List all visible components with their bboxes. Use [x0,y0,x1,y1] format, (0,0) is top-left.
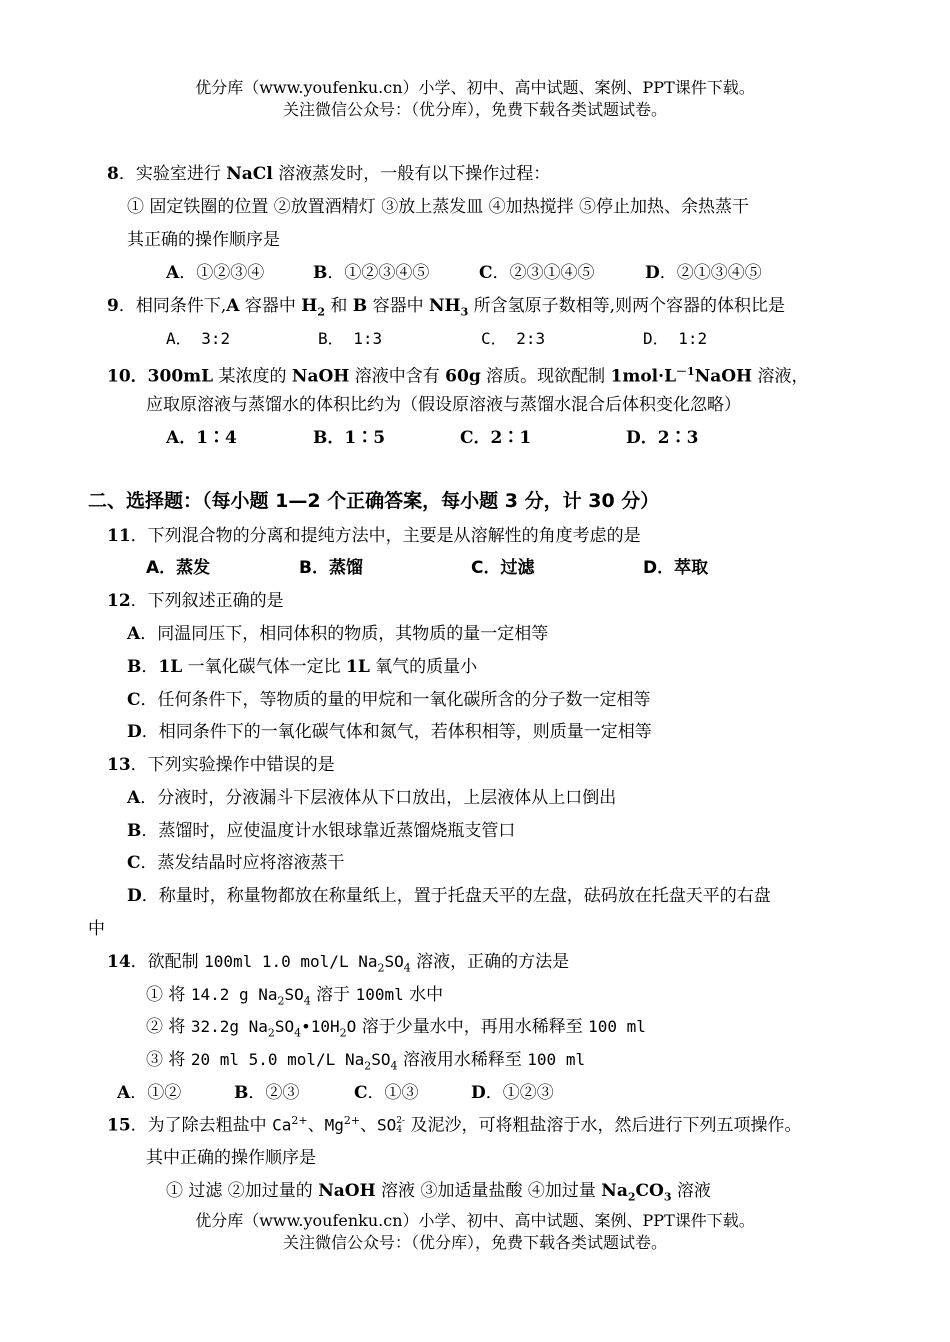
q9-option-b: B． 1:3 [318,329,383,348]
footer-line-2: 关注微信公众号：（优分库），免费下载各类试题试卷。 [282,1233,667,1252]
question-14-stem: 14．欲配制 100ml 1.0 mol/L $Na_2SO_4$ 溶液，正确的方法是 [107,952,570,975]
q14-method-3: ③ 将 20 ml 5.0 mol/L $Na_2SO_4$ 溶液用水稀释至 100 ml [146,1050,586,1073]
question-10-stem: 10．300mL 某浓度的 NaOH 溶液中含有 60g 溶质。现欲配制 $1mol\cdot L^{-1}NaOH$ 溶液， [107,365,809,387]
q13-option-d: D．称量时，称量物都放在称量纸上，置于托盘天平的左盘，砝码放在托盘天平的右盘 [127,886,771,906]
footer-line-1: 优分库（www.youfenku.cn）小学、初中、高中试题、案例、PPT课件下载。 [195,1211,755,1230]
header-line-2: 关注微信公众号：（优分库），免费下载各类试题试卷。 [282,100,667,119]
question-11-stem: 11．下列混合物的分离和提纯方法中，主要是从溶解性的角度考虑的是 [107,526,641,546]
question-10-line2: 应取原溶液与蒸馏水的体积比约为（假设原溶液与蒸馏水混合后体积变化忽略） [146,395,741,415]
header-line-1: 优分库（www.youfenku.cn）小学、初中、高中试题、案例、PPT课件下载。 [195,78,755,97]
q14-option-b: B．②③ [234,1083,300,1103]
q14-option-a: A．①② [117,1083,182,1103]
question-8-ask: 其正确的操作顺序是 [127,230,280,250]
question-8-steps: ① 固定铁圈的位置 ②放置酒精灯 ③放上蒸发皿 ④加热搅拌 ⑤停止加热、余热蒸干 [127,197,750,217]
q8-option-d: D．②①③④⑤ [645,263,762,283]
q11-option-b: B．蒸馏 [299,558,363,578]
q12-option-c: C．任何条件下，等物质的量的甲烷和一氧化碳所含的分子数一定相等 [127,690,651,710]
q13-option-b: B．蒸馏时，应使温度计水银球靠近蒸馏烧瓶支管口 [127,821,516,841]
q10-option-c: C．2∶1 [460,428,532,448]
q10-option-b: B．1∶5 [313,428,386,448]
question-15-line2: 其中正确的操作顺序是 [146,1148,316,1168]
question-9-stem: 9．相同条件下,A 容器中 $H_2$ 和 B 容器中 $NH_3$ 所含氢原子数相等,则两个容器的体积比是 [107,296,786,319]
q9-option-d: D． 1:2 [643,329,708,348]
section-2-heading: 二、选择题：（每小题 1—2 个正确答案，每小题 3 分，计 30 分） [88,490,660,512]
question-12-stem: 12．下列叙述正确的是 [107,591,284,611]
q11-option-d: D．萃取 [643,558,709,578]
q14-method-2: ② 将 32.2g $Na_2SO_4•10H_2O$ 溶于少量水中，再用水稀释至 100 ml [146,1017,646,1040]
q10-option-a: A．1∶4 [166,428,237,448]
q12-option-b: B．1L 一氧化碳气体一定比 1L 氧气的质量小 [127,657,478,677]
q8-option-a: A．①②③④ [166,263,265,283]
question-number: 8 [107,164,119,184]
question-15-operations: ① 过滤 ②加过量的 NaOH 溶液 ③加适量盐酸 ④加过量 $Na_2CO_3$ 溶液 [166,1181,711,1204]
q14-method-1: ① 将 14.2 g $Na_2SO_4$ 溶于 100ml 水中 [146,985,444,1008]
q11-option-c: C．过滤 [471,558,535,578]
q14-option-c: C．①③ [354,1083,419,1103]
question-13-stem: 13．下列实验操作中错误的是 [107,755,335,775]
q12-option-a: A．同温同压下，相同体积的物质，其物质的量一定相等 [127,624,549,644]
q10-option-d: D．2∶3 [626,428,699,448]
q13-option-c: C．蒸发结晶时应将溶液蒸干 [127,853,345,873]
question-15-stem: 15．为了除去粗盐中 $Ca^{2+}$、$Mg^{2+}$、SO 2- 4 及泥沙，可将粗盐溶于水，然后进行下列五项操作。 [107,1114,802,1136]
q14-option-d: D．①②③ [471,1083,554,1103]
q8-option-b: B．①②③④⑤ [313,263,430,283]
q11-option-a: A．蒸发 [146,558,211,578]
q13-option-a: A．分液时，分液漏斗下层液体从下口放出，上层液体从上口倒出 [127,788,617,808]
q9-option-a: A． 3:2 [166,329,231,348]
q12-option-d: D．相同条件下的一氧化碳气体和氮气，若体积相等，则质量一定相等 [127,722,652,742]
q9-option-c: C． 2:3 [481,329,546,348]
q13-option-d-continued: 中 [88,919,105,939]
q8-option-c: C．②③①④⑤ [479,263,595,283]
question-8-stem: 8．实验室进行 NaCl 溶液蒸发时，一般有以下操作过程： [107,164,551,184]
